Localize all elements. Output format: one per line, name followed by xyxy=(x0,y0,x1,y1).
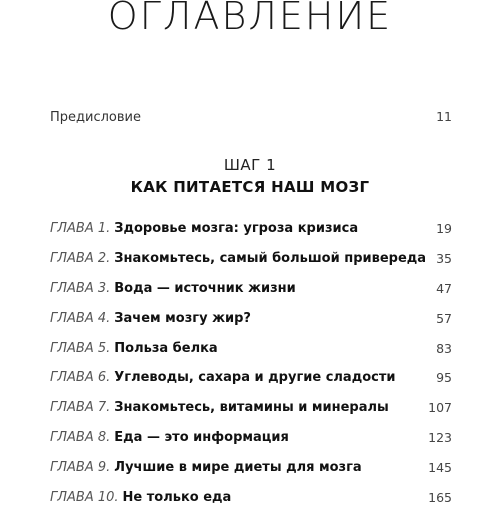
chapter-page-number: 165 xyxy=(428,489,452,505)
chapter-page-number: 107 xyxy=(428,400,452,416)
chapter-title: Знакомьтесь, самый большой привереда xyxy=(114,251,427,267)
chapter-title: Здоровье мозга: угроза кризиса xyxy=(114,221,359,237)
chapter-label: ГЛАВА 2. xyxy=(50,251,111,267)
chapter-title: Еда — это информация xyxy=(114,429,289,445)
chapter-page-number: 19 xyxy=(436,221,452,237)
chapter-title: Лучшие в мире диеты для мозга xyxy=(114,459,362,475)
chapter-label: ГЛАВА 9. xyxy=(50,459,111,475)
chapter-page-number: 95 xyxy=(436,370,452,386)
chapter-list xyxy=(50,214,452,512)
chapter-title: Не только еда xyxy=(122,489,232,505)
chapter-page-number: 35 xyxy=(436,251,452,267)
chapter-page-number: 47 xyxy=(436,280,452,296)
chapter-title: Зачем мозгу жир? xyxy=(114,310,251,326)
chapter-entry[interactable] xyxy=(50,452,452,482)
chapter-page-number: 83 xyxy=(436,340,452,356)
page-title: ОГЛАВЛЕНИЕ xyxy=(107,0,393,38)
chapter-entry[interactable] xyxy=(50,303,452,333)
preface-title: Предисловие xyxy=(50,110,141,125)
chapter-entry[interactable] xyxy=(50,244,452,274)
chapter-entry[interactable] xyxy=(50,423,452,453)
chapter-entry[interactable] xyxy=(50,333,452,363)
step-heading: КАК ПИТАЕТСЯ НАШ МОЗГ xyxy=(130,178,370,196)
chapter-label: ГЛАВА 7. xyxy=(50,400,111,416)
chapter-title: Вода — источник жизни xyxy=(114,280,296,296)
chapter-title: Знакомьтесь, витамины и минералы xyxy=(114,400,389,416)
chapter-title: Польза белка xyxy=(114,340,218,356)
chapter-label: ГЛАВА 4. xyxy=(50,310,111,326)
chapter-label: ГЛАВА 5. xyxy=(50,340,111,356)
chapter-page-number: 57 xyxy=(436,310,452,326)
chapter-label: ГЛАВА 1. xyxy=(50,221,111,237)
preface-page-number: 11 xyxy=(436,109,452,124)
chapter-entry[interactable] xyxy=(50,214,452,244)
chapter-title: Углеводы, сахара и другие сладости xyxy=(114,370,396,386)
chapter-label: ГЛАВА 3. xyxy=(50,280,111,296)
chapter-page-number: 145 xyxy=(428,459,452,475)
chapter-entry[interactable] xyxy=(50,482,452,512)
step-label: ШАГ 1 xyxy=(223,156,277,174)
chapter-entry[interactable] xyxy=(50,363,452,393)
chapter-entry[interactable] xyxy=(50,274,452,304)
chapter-label: ГЛАВА 8. xyxy=(50,429,111,445)
chapter-label: ГЛАВА 6. xyxy=(50,370,111,386)
chapter-page-number: 123 xyxy=(428,429,452,445)
chapter-label: ГЛАВА 10. xyxy=(50,489,119,505)
chapter-entry[interactable] xyxy=(50,393,452,423)
toc-entry-preface[interactable] xyxy=(50,109,452,125)
